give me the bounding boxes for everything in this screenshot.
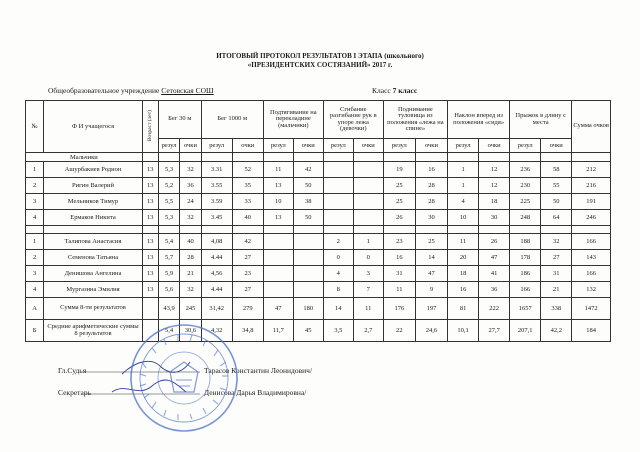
cell-r1000: 3.59 [201,194,232,210]
cell-n: 4 [26,210,44,226]
subheader-pts: очки [479,139,510,153]
cell-rpull [263,282,293,298]
cell-sum: 191 [572,194,611,210]
cell-ppull: 42 [293,162,323,178]
cell-pjump: 42,2 [541,320,572,342]
cell-ppush: 0 [353,250,383,266]
cell-rjump: 248 [510,210,541,226]
cell-n: Б [26,320,44,342]
cell-name: Талипова Анастасия [44,234,143,250]
cell-rpush [323,178,353,194]
cell-rpush [323,210,353,226]
cell-p1000: 27 [232,282,263,298]
cell-rjump: 186 [510,266,541,282]
cell-pbend: 41 [479,266,510,282]
subheader-res: резул [263,139,293,153]
cell-rpull: 11,7 [263,320,293,342]
cell-psit: 14 [415,250,447,266]
cell-rpull: 13 [263,178,293,194]
cell-pjump: 64 [541,210,572,226]
cell-sum: 132 [572,282,611,298]
cell-n: 2 [26,178,44,194]
cell-p30: 30,6 [180,320,201,342]
organization-line [48,86,214,95]
cell-rsit: 22 [383,320,415,342]
cell-rsit: 25 [383,194,415,210]
cell-ppush [353,210,383,226]
cell-rjump: 236 [510,162,541,178]
subheader-pts: очки [353,139,383,153]
cell-rpull [263,266,293,282]
cell-n: 3 [26,194,44,210]
header-sum: Сумма очков [572,101,611,153]
cell-rjump: 1657 [510,298,541,320]
header-name: Ф И учащегося [44,101,143,153]
cell-age [142,298,158,320]
boys-row [26,210,611,226]
cell-r30: 5,3 [158,162,179,178]
cell-pjump: 31 [541,266,572,282]
judge-name: Тарасов Константин Леонидович/ [204,366,313,375]
cell-r1000: 3.45 [201,210,232,226]
cell-p1000: 23 [232,266,263,282]
cell-psit: 28 [415,194,447,210]
cell-p30: 21 [180,266,201,282]
cell-pjump: 32 [541,234,572,250]
cell-pbend: 12 [479,178,510,194]
cell-rbend: 11 [448,234,479,250]
cell-ppull: 50 [293,178,323,194]
cell-r30: 5,3 [158,210,179,226]
organization-label: Общеобразовательное учреждение [48,86,160,95]
header-run1000: Бег 1000 м [201,101,263,139]
cell-rsit: 16 [383,250,415,266]
cell-rpush [323,194,353,210]
cell-p30: 28 [180,250,201,266]
header-pushups: Сгибание разгибание рук в упоре лежа (девочки) [323,101,383,139]
cell-r30: 5,5 [158,194,179,210]
cell-rpush: 3,5 [323,320,353,342]
cell-sum: 1472 [572,298,611,320]
cell-rpush [323,162,353,178]
cell-rjump: 207,1 [510,320,541,342]
cell-rpull: 11 [263,162,293,178]
cell-r30: 5,4 [158,320,179,342]
cell-rpush: 14 [323,298,353,320]
boys-row [26,162,611,178]
cell-sum: 166 [572,234,611,250]
cell-pbend: 36 [479,282,510,298]
cell-pbend: 47 [479,250,510,266]
cell-rbend: 10,1 [448,320,479,342]
cell-age: 13 [142,266,158,282]
organization-name: Сетовская СОШ [161,86,214,95]
boys-row [26,194,611,210]
boys-section-label: Мальчики [26,153,143,162]
cell-n: 3 [26,266,44,282]
header-bend: Наклон вперед из положения «сидя» [448,101,510,139]
girls-row [26,234,611,250]
cell-rbend: 18 [448,266,479,282]
cell-name: Денишова Ангелина [44,266,143,282]
subheader-pts: очки [293,139,323,153]
cell-p30: 24 [180,194,201,210]
cell-ppull [293,282,323,298]
cell-sum: 184 [572,320,611,342]
cell-name: Мургазина Эмилия [44,282,143,298]
cell-rbend: 4 [448,194,479,210]
cell-rbend: 16 [448,282,479,298]
cell-rjump: 178 [510,250,541,266]
cell-n: 4 [26,282,44,298]
cell-p1000: 42 [232,234,263,250]
class-value: 7 класс [392,86,418,95]
cell-age: 13 [142,234,158,250]
cell-p30: 245 [180,298,201,320]
cell-name: Ашурбакиев Родион [44,162,143,178]
cell-pjump: 21 [541,282,572,298]
cell-pbend: 27,7 [479,320,510,342]
header-jump: Прыжок в длину с места [510,101,572,139]
cell-age: 13 [142,162,158,178]
cell-r1000: 3.55 [201,178,232,194]
cell-rbend: 81 [448,298,479,320]
header-num: № [26,101,44,153]
cell-rsit: 31 [383,266,415,282]
cell-sum: 143 [572,250,611,266]
cell-ppush [353,194,383,210]
cell-r1000: 31,42 [201,298,232,320]
cell-age: 13 [142,194,158,210]
girls-row [26,266,611,282]
cell-name: Ригин Валерий [44,178,143,194]
cell-ppull [293,250,323,266]
subheader-res: резул [158,139,179,153]
cell-pjump: 338 [541,298,572,320]
cell-pjump: 58 [541,162,572,178]
cell-ppull: 50 [293,210,323,226]
totals-row [26,320,611,342]
subheader-res: резул [201,139,232,153]
cell-pbend: 222 [479,298,510,320]
cell-r30: 5,4 [158,234,179,250]
cell-rjump: 230 [510,178,541,194]
subheader-pts: очки [180,139,201,153]
spacer-row [26,226,611,234]
cell-psit: 47 [415,266,447,282]
cell-rpush: 4 [323,266,353,282]
cell-age: 13 [142,178,158,194]
cell-ppush: 11 [353,298,383,320]
cell-r30: 5,9 [158,266,179,282]
cell-pjump: 50 [541,194,572,210]
cell-ppull [293,234,323,250]
cell-ppush: 3 [353,266,383,282]
cell-p30: 40 [180,234,201,250]
cell-p1000: 27 [232,250,263,266]
class-label: Класс [372,86,391,95]
cell-rpull: 47 [263,298,293,320]
official-stamp [128,322,240,434]
cell-p30: 32 [180,162,201,178]
subheader-pts: очки [232,139,263,153]
header-age: Возраст (лет) [142,101,158,153]
cell-age: 13 [142,250,158,266]
cell-name: Семенова Татьяна [44,250,143,266]
cell-pjump: 27 [541,250,572,266]
cell-ppull: 45 [293,320,323,342]
cell-rsit: 23 [383,234,415,250]
cell-ppush: 7 [353,282,383,298]
cell-rpull: 10 [263,194,293,210]
cell-pbend: 26 [479,234,510,250]
cell-name: Сумма 8-ти результатов [44,298,143,320]
cell-rpush: 8 [323,282,353,298]
cell-rbend: 20 [448,250,479,266]
cell-p1000: 52 [232,162,263,178]
cell-p1000: 279 [232,298,263,320]
protocol-title-line2: «ПРЕЗИДЕНТСКИХ СОСТЯЗАНИЙ» 2017 г. [247,61,393,69]
girls-row [26,250,611,266]
cell-r1000: 4,56 [201,266,232,282]
cell-ppush [353,178,383,194]
cell-rjump: 188 [510,234,541,250]
cell-age: 13 [142,210,158,226]
cell-p1000: 40 [232,210,263,226]
cell-r1000: 4,32 [201,320,232,342]
cell-p30: 32 [180,210,201,226]
cell-rbend: 1 [448,178,479,194]
cell-sum: 246 [572,210,611,226]
cell-rpull: 13 [263,210,293,226]
cell-rpull [263,250,293,266]
cell-psit: 24,6 [415,320,447,342]
cell-psit: 25 [415,234,447,250]
cell-rsit: 11 [383,282,415,298]
subheader-res: резул [383,139,415,153]
cell-age: 13 [142,282,158,298]
boys-section-row [26,153,611,162]
cell-name: Мельников Тимур [44,194,143,210]
cell-sum: 212 [572,162,611,178]
boys-row [26,178,611,194]
cell-name: Средние арифметические суммы 8 результатов [44,320,143,342]
cell-rpush: 0 [323,250,353,266]
cell-r1000: 4,08 [201,234,232,250]
cell-psit: 9 [415,282,447,298]
cell-pbend: 12 [479,162,510,178]
cell-psit: 30 [415,210,447,226]
cell-rjump: 225 [510,194,541,210]
cell-r30: 5,2 [158,178,179,194]
cell-pbend: 18 [479,194,510,210]
cell-rbend: 1 [448,162,479,178]
cell-pjump: 55 [541,178,572,194]
cell-r1000: 4.44 [201,250,232,266]
cell-r30: 43,9 [158,298,179,320]
cell-p1000: 35 [232,178,263,194]
subheader-res: резул [448,139,479,153]
cell-p30: 36 [180,178,201,194]
cell-n: А [26,298,44,320]
cell-sum: 166 [572,266,611,282]
cell-rbend: 10 [448,210,479,226]
subheader-res: резул [323,139,353,153]
cell-rsit: 19 [383,162,415,178]
cell-ppull [293,266,323,282]
cell-ppush: 1 [353,234,383,250]
header-run30: Бег 30 м [158,101,201,139]
cell-rjump: 166 [510,282,541,298]
header-pullups: Подтягивание на перекладине (мальчики) [263,101,323,139]
cell-r30: 5,6 [158,282,179,298]
subheader-pts: очки [415,139,447,153]
class-line [372,86,417,95]
cell-r1000: 3.31 [201,162,232,178]
cell-r30: 5,7 [158,250,179,266]
cell-ppush [353,162,383,178]
cell-rsit: 26 [383,210,415,226]
cell-p1000: 33 [232,194,263,210]
totals-row [26,298,611,320]
cell-rpush: 2 [323,234,353,250]
header-situps: Поднимание туловища из положения «лежа на спине» [383,101,447,139]
cell-psit: 16 [415,162,447,178]
cell-sum: 216 [572,178,611,194]
cell-n: 1 [26,162,44,178]
cell-r1000: 4.44 [201,282,232,298]
cell-ppush: 2,7 [353,320,383,342]
cell-p1000: 34,8 [232,320,263,342]
cell-rpull [263,234,293,250]
cell-psit: 28 [415,178,447,194]
secretary-name: Денисова Дарья Владимировна/ [204,388,307,397]
cell-rsit: 25 [383,178,415,194]
girls-row [26,282,611,298]
secretary-label: Секретарь [58,388,92,397]
judge-label: Гл.Судья [58,366,87,375]
cell-psit: 197 [415,298,447,320]
protocol-title-line1: ИТОГОВЫЙ ПРОТОКОЛ РЕЗУЛЬТАТОВ I ЭТАПА (школьного) [216,52,424,60]
cell-name: Ермаков Никита [44,210,143,226]
cell-rsit: 176 [383,298,415,320]
subheader-res: резул [510,139,541,153]
cell-n: 1 [26,234,44,250]
cell-pbend: 30 [479,210,510,226]
cell-ppull: 38 [293,194,323,210]
results-table [25,100,611,342]
subheader-pts: очки [541,139,572,153]
cell-p30: 32 [180,282,201,298]
cell-ppull: 180 [293,298,323,320]
cell-n: 2 [26,250,44,266]
